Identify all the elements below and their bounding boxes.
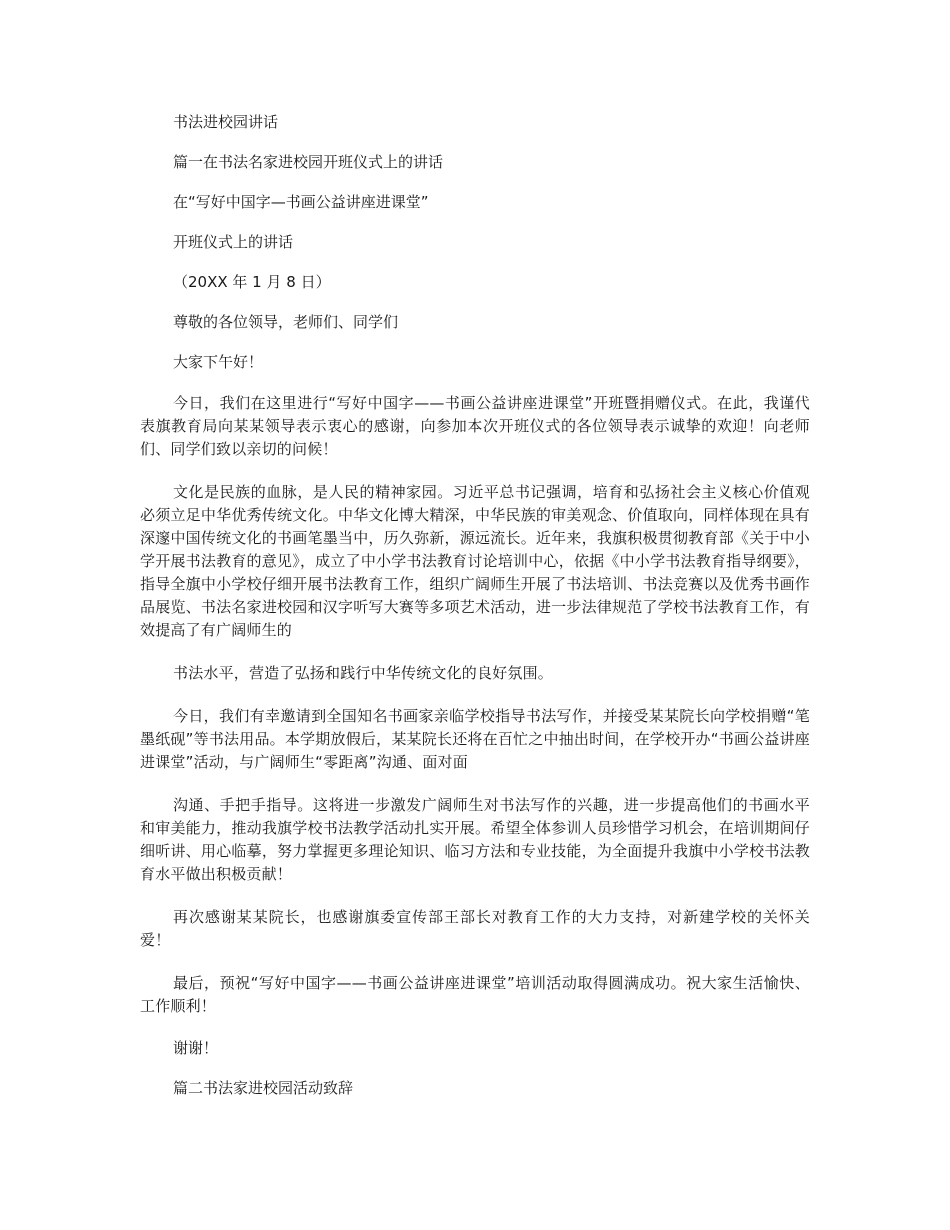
event-subtitle: 开班仪式上的讲话 bbox=[173, 233, 294, 251]
event-name: 在“写好中国字—书画公益讲座进课堂” bbox=[173, 193, 429, 211]
paragraph: 今日，我们有幸邀请到全国知名书画家亲临学校指导书法写作，并接受某某院长向学校捐赠“笔墨纸砚”等书法用品。本学期放假后，某某院长还将在百忙之中抽出时间，在学校开办“书画公益讲座进课堂”活动，与广阔师生“零距离”沟通、面对面 bbox=[140, 707, 810, 771]
salutation: 尊敬的各位领导，老师们、同学们 bbox=[173, 313, 399, 331]
closing-thanks: 谢谢！ bbox=[173, 1039, 219, 1057]
document-title: 书法进校园讲话 bbox=[173, 113, 279, 131]
section-two-title: 篇二书法家进校园活动致辞 bbox=[173, 1079, 354, 1097]
paragraph: 沟通、手把手指导。这将进一步激发广阔师生对书法写作的兴趣，进一步提高他们的书画水平和审美能力，推动我旗学校书法教学活动扎实开展。希望全体参训人员珍惜学习机会，在培训期间仔细听讲、用心临摹，努力掌握更多理论知识、临习方法和专业技能，为全面提升我旗中小学校书法教育水平做出积极贡献！ bbox=[140, 796, 810, 883]
speech-date: （20XX 年 1 月 8 日） bbox=[173, 273, 331, 291]
section-one-title: 篇一在书法名家进校园开班仪式上的讲话 bbox=[173, 153, 444, 171]
paragraph: 书法水平，营造了弘扬和践行中华传统文化的良好氛围。 bbox=[173, 664, 554, 682]
paragraph: 文化是民族的血脉，是人民的精神家园。习近平总书记强调，培育和弘扬社会主义核心价值观必须立足中华优秀传统文化。中华文化博大精深，中华民族的审美观念、价值取向，同样体现在具有深邃中国传统文化的书画笔墨当中，历久弥新，源远流长。近年来，我旗积极贯彻教育部《关于中小学开展书法教育的意见》，成立了中小学书法教育讨论培训中心，依据《中小学书法教育指导纲要》，指导全旗中小学校仔细开展书法教育工作，组织广阔师生开展了书法培训、书法竞赛以及优秀书画作品展览、书法名家进校园和汉字听写大赛等多项艺术活动，进一步法律规范了学校书法教育工作，有效提高了有广阔师生的 bbox=[140, 483, 810, 639]
document-page bbox=[140, 112, 810, 1098]
paragraph: 今日，我们在这里进行“写好中国字——书画公益讲座进课堂”开班暨捐赠仪式。在此，我谨代表旗教育局向某某领导表示衷心的感谢，向参加本次开班仪式的各位领导表示诚挚的欢迎！向老师们、同学们致以亲切的问候！ bbox=[140, 394, 810, 458]
greeting: 大家下午好！ bbox=[173, 353, 264, 371]
paragraph: 再次感谢某某院长，也感谢旗委宣传部王部长对教育工作的大力支持，对新建学校的关怀关爱！ bbox=[140, 908, 810, 949]
paragraph: 最后，预祝“写好中国字——书画公益讲座进课堂”培训活动取得圆满成功。祝大家生活愉快、工作顺利！ bbox=[140, 974, 810, 1015]
